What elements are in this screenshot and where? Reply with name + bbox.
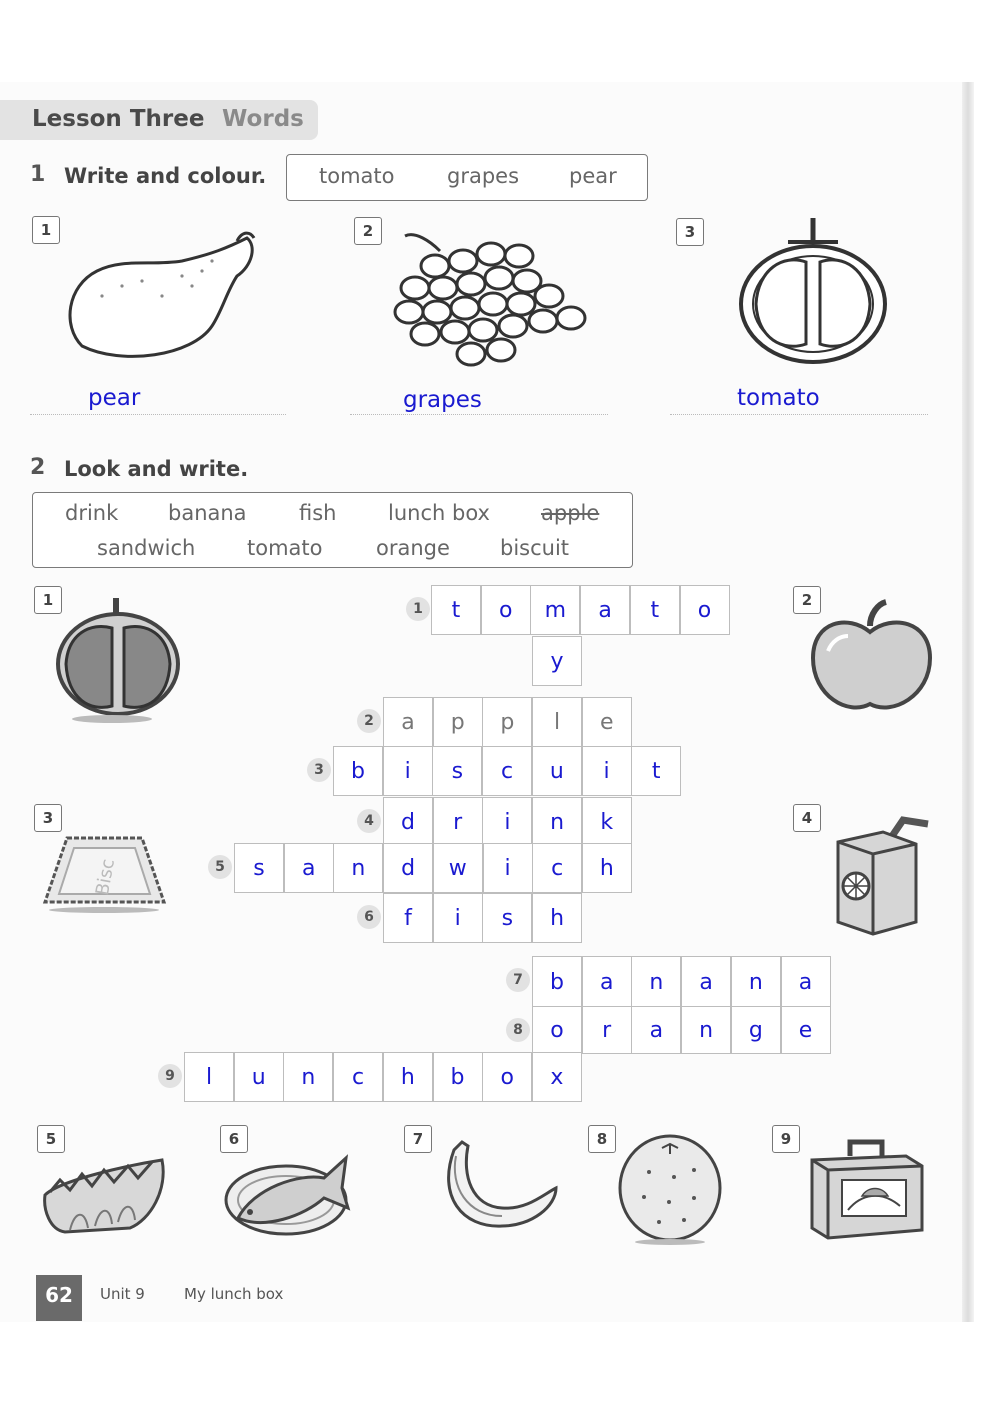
- crossword-clue-number: 1: [406, 597, 430, 621]
- crossword-cell[interactable]: t: [630, 585, 680, 635]
- crossword-cell[interactable]: f: [383, 893, 433, 943]
- crossword-cell[interactable]: i: [482, 797, 532, 847]
- item-number-box: 1: [32, 216, 60, 244]
- word-bank-item: fish: [299, 501, 337, 525]
- biscuit-picture: [42, 832, 167, 914]
- crossword-cell[interactable]: a: [284, 843, 334, 893]
- sandwich-picture: [40, 1140, 170, 1240]
- lunch-box-picture: [806, 1134, 928, 1244]
- picture-number-box: 3: [34, 804, 62, 832]
- crossword-cell[interactable]: o: [481, 585, 531, 635]
- drink-carton-picture: [828, 812, 933, 942]
- crossword-cell[interactable]: t: [631, 746, 681, 796]
- crossword-cell[interactable]: s: [482, 893, 532, 943]
- picture-number-box: 9: [772, 1125, 800, 1153]
- word-bank-item: tomato: [319, 164, 395, 188]
- crossword-cell[interactable]: o: [680, 585, 730, 635]
- crossword-cell[interactable]: s: [234, 843, 284, 893]
- crossword-cell[interactable]: a: [580, 585, 630, 635]
- crossword-cell[interactable]: a: [631, 1006, 681, 1054]
- crossword-cell[interactable]: r: [433, 797, 483, 847]
- word-bank-item: sandwich: [97, 536, 196, 560]
- word-bank-item: grapes: [447, 164, 520, 188]
- word-bank-item: lunch box: [388, 501, 490, 525]
- crossword-cell[interactable]: u: [234, 1052, 284, 1102]
- answer-grapes[interactable]: grapes: [403, 387, 482, 413]
- orange-picture: [614, 1132, 724, 1247]
- crossword-cell[interactable]: k: [582, 797, 632, 847]
- word-bank-item: banana: [168, 501, 247, 525]
- crossword-cell[interactable]: i: [582, 746, 632, 796]
- footer-unit: Unit 9: [100, 1285, 145, 1303]
- crossword-cell[interactable]: p: [482, 697, 532, 747]
- grapes-picture: [385, 226, 595, 371]
- crossword-cell[interactable]: i: [483, 843, 533, 893]
- crossword-cell[interactable]: i: [433, 893, 483, 943]
- crossword-cell[interactable]: g: [731, 1006, 781, 1054]
- apple-picture: [808, 596, 938, 721]
- crossword-cell[interactable]: n: [631, 956, 681, 1008]
- item-number-box: 2: [354, 217, 382, 245]
- crossword-cell[interactable]: h: [532, 893, 582, 943]
- crossword-cell[interactable]: b: [532, 956, 582, 1008]
- picture-number-box: 2: [793, 586, 821, 614]
- picture-number-box: 7: [404, 1125, 432, 1153]
- answer-pear[interactable]: pear: [88, 385, 141, 411]
- crossword-cell[interactable]: n: [532, 797, 582, 847]
- crossword-cell[interactable]: a: [681, 956, 731, 1008]
- crossword-cell[interactable]: p: [433, 697, 483, 747]
- crossword-cell[interactable]: m: [530, 585, 580, 635]
- picture-number-box: 5: [37, 1125, 65, 1153]
- crossword-cell[interactable]: a: [781, 956, 831, 1008]
- crossword-clue-number: 9: [158, 1064, 182, 1088]
- picture-number-box: 6: [220, 1125, 248, 1153]
- footer-title: My lunch box: [184, 1285, 284, 1303]
- exercise2-number: 2: [30, 455, 46, 480]
- crossword-cell[interactable]: n: [731, 956, 781, 1008]
- item-number-box: 3: [676, 218, 704, 246]
- crossword-cell[interactable]: s: [432, 746, 482, 796]
- answer-line: [670, 414, 928, 415]
- word-bank-item: tomato: [247, 536, 323, 560]
- exercise1-word-bank: [286, 154, 648, 201]
- exercise2-word-bank: [32, 492, 633, 568]
- crossword-cell[interactable]: c: [333, 1052, 383, 1102]
- crossword-clue-number: 6: [357, 905, 381, 929]
- crossword-cell[interactable]: x: [532, 1052, 582, 1102]
- exercise2-instruction: Look and write.: [64, 457, 249, 481]
- fish-plate-picture: [224, 1138, 354, 1243]
- crossword-cell[interactable]: h: [582, 843, 632, 893]
- answer-line: [350, 414, 608, 415]
- crossword-cell[interactable]: d: [383, 797, 433, 847]
- crossword-cell[interactable]: c: [482, 746, 532, 796]
- crossword-cell[interactable]: h: [383, 1052, 433, 1102]
- word-bank-item-crossed: apple: [541, 501, 600, 525]
- page-spine: [962, 82, 974, 1322]
- svg-text:Bisc: Bisc: [91, 857, 119, 898]
- crossword-clue-number: 5: [208, 855, 232, 879]
- picture-number-box: 8: [588, 1125, 616, 1153]
- exercise1-instruction: Write and colour.: [64, 164, 267, 188]
- picture-number-box: 1: [34, 586, 62, 614]
- crossword-cell[interactable]: l: [532, 697, 582, 747]
- crossword-cell[interactable]: n: [333, 843, 383, 893]
- exercise1-number: 1: [30, 162, 46, 187]
- crossword-cell[interactable]: i: [383, 746, 433, 796]
- crossword-cell[interactable]: b: [333, 746, 383, 796]
- crossword-clue-number: 7: [506, 968, 530, 992]
- crossword-clue-number: 8: [506, 1018, 530, 1042]
- crossword-cell[interactable]: y: [532, 636, 582, 686]
- crossword-cell[interactable]: n: [283, 1052, 333, 1102]
- crossword-cell[interactable]: r: [582, 1006, 632, 1054]
- crossword-cell[interactable]: n: [681, 1006, 731, 1054]
- crossword-cell[interactable]: a: [383, 697, 433, 747]
- crossword-cell[interactable]: b: [433, 1052, 483, 1102]
- pear-picture: [62, 226, 262, 366]
- crossword-cell[interactable]: e: [582, 697, 632, 747]
- crossword-cell[interactable]: a: [582, 956, 632, 1008]
- lesson-subtitle: Words: [222, 106, 304, 132]
- crossword-clue-number: 4: [357, 809, 381, 833]
- word-bank-item: biscuit: [500, 536, 570, 560]
- crossword-cell[interactable]: l: [184, 1052, 234, 1102]
- banana-picture: [432, 1136, 560, 1231]
- crossword-clue-number: 3: [307, 758, 331, 782]
- tomato-half-picture: [738, 214, 888, 364]
- crossword-cell[interactable]: e: [781, 1006, 831, 1054]
- word-bank-item: drink: [65, 501, 119, 525]
- crossword-cell[interactable]: o: [532, 1006, 582, 1054]
- crossword-clue-number: 2: [357, 709, 381, 733]
- tomato-picture: [52, 594, 187, 724]
- crossword-cell[interactable]: c: [532, 843, 582, 893]
- crossword-cell[interactable]: d: [383, 843, 433, 893]
- lesson-title: Lesson Three: [32, 106, 205, 132]
- page-number: 62: [36, 1275, 82, 1321]
- crossword-cell[interactable]: o: [482, 1052, 532, 1102]
- answer-tomato: tomato: [737, 385, 820, 411]
- word-bank-item: orange: [376, 536, 450, 560]
- crossword-cell[interactable]: u: [532, 746, 582, 796]
- crossword-cell[interactable]: w: [433, 843, 483, 893]
- crossword-cell[interactable]: t: [431, 585, 481, 635]
- answer-line: [30, 414, 286, 415]
- picture-number-box: 4: [793, 804, 821, 832]
- word-bank-item: pear: [569, 164, 617, 188]
